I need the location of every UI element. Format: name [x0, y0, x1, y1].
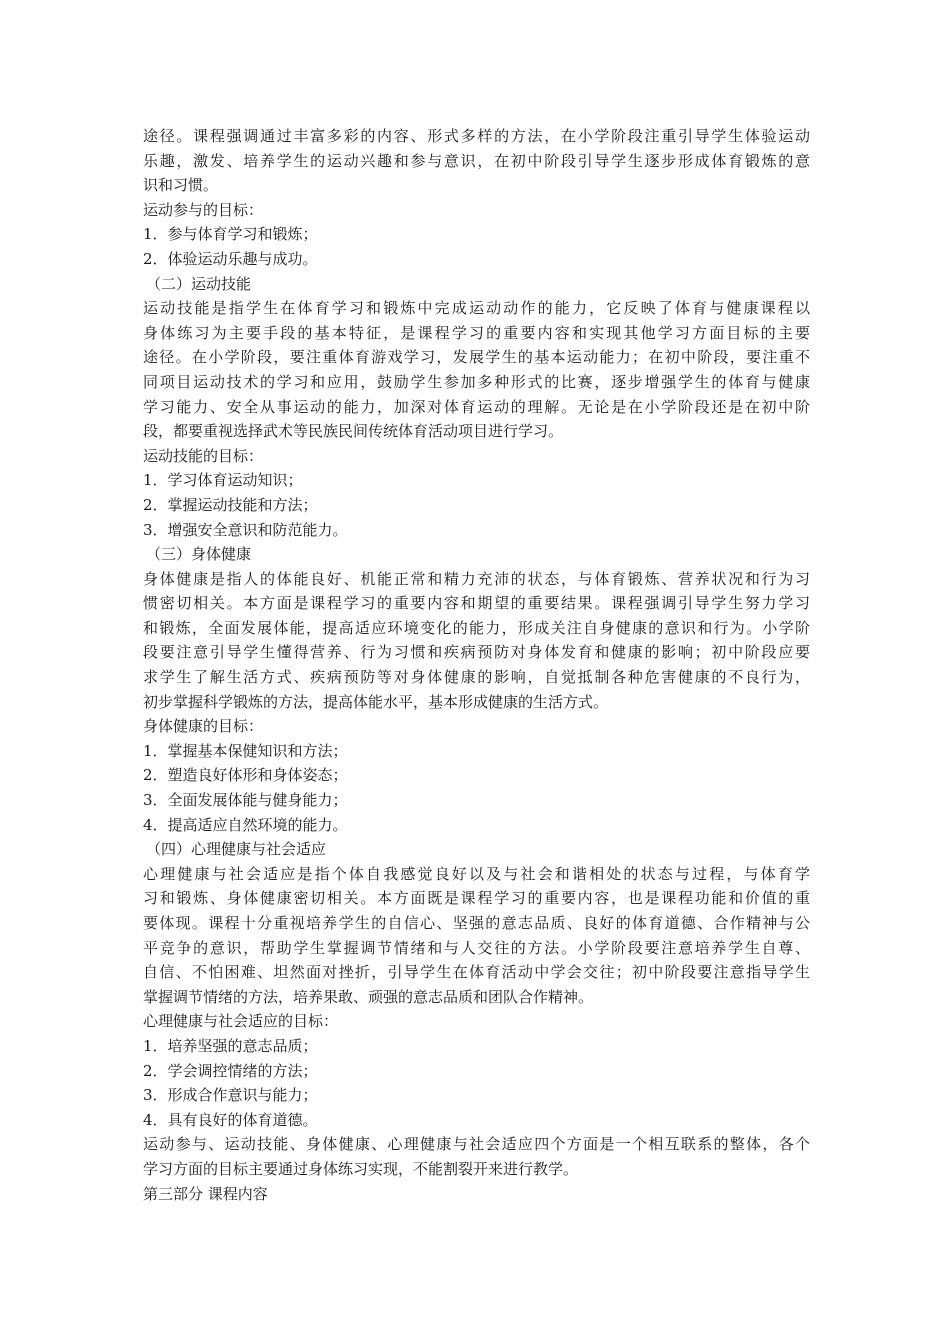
text-line: 初步掌握科学锻炼的方法，提高体能水平，基本形成健康的生活方式。 [143, 692, 609, 711]
text-line: 2．体验运动乐趣与成功。 [143, 249, 318, 268]
text-line: 途径。在小学阶段，要注重体育游戏学习，发展学生的基本运动能力；在初中阶段，要注重不 [143, 348, 810, 367]
paragraph-p25 [143, 1132, 810, 1181]
text-line: 2．掌握运动技能和方法； [143, 495, 318, 514]
paragraph-p23 [143, 1083, 810, 1108]
text-line: 身体练习为主要手段的基本特征，是课程学习的重要内容和实现其他学习方面目标的主要 [143, 323, 810, 342]
paragraph-p2 [143, 198, 810, 223]
text-line: 1．学习体育运动知识； [143, 471, 303, 490]
paragraph-p14 [143, 739, 810, 764]
paragraph-p20 [143, 1009, 810, 1034]
paragraph-p6 [143, 296, 810, 444]
text-line: 3．全面发展体能与健身能力； [143, 791, 348, 810]
text-line: 3．形成合作意识与能力； [143, 1086, 318, 1105]
text-line: 习和锻炼、身体健康密切相关。本方面既是课程学习的重要内容，也是课程功能和价值的重 [143, 889, 810, 908]
paragraph-p3 [143, 222, 810, 247]
text-line: 运动参与的目标： [143, 200, 264, 219]
paragraph-p9 [143, 493, 810, 518]
text-line: （二）运动技能 [146, 274, 252, 293]
text-line: 学习方面的目标主要通过身体练习实现，不能割裂开来进行教学。 [143, 1159, 579, 1178]
text-line: （三）身体健康 [146, 545, 252, 564]
text-line: 学习能力、安全从事运动的能力，加深对体育运动的理解。无论是在小学阶段还是在初中阶 [143, 397, 810, 416]
paragraph-p1 [143, 124, 810, 198]
paragraph-p12 [143, 567, 810, 715]
text-line: 1．培养坚强的意志品质； [143, 1036, 318, 1055]
paragraph-p13 [143, 714, 810, 739]
text-line: 4．提高适应自然环境的能力。 [143, 815, 348, 834]
text-line: 段，都要重视选择武术等民族民间传统体育活动项目进行学习。 [143, 422, 564, 441]
text-line: 2．塑造良好体形和身体姿态； [143, 766, 348, 785]
paragraph-p15 [143, 763, 810, 788]
paragraph-p5 [143, 272, 810, 297]
text-line: 平竞争的意识，帮助学生掌握调节情绪和与人交往的方法。小学阶段要注意培养学生自尊、 [143, 938, 810, 957]
paragraph-p19 [143, 862, 810, 1010]
text-line: 要体现。课程十分重视培养学生的自信心、坚强的意志品质、良好的体育道德、合作精神与公 [143, 914, 810, 932]
text-line: 4．具有良好的体育道德。 [143, 1110, 318, 1129]
text-line: 运动技能是指学生在体育学习和锻炼中完成运动动作的能力，它反映了体育与健康课程以 [143, 299, 810, 318]
text-line: 求学生了解生活方式、疾病预防等对身体健康的影响，自觉抵制各种危害健康的不良行为， [143, 668, 810, 687]
text-line: 同项目运动技术的学习和应用，鼓励学生参加多种形式的比赛，逐步增强学生的体育与健康 [143, 372, 810, 391]
text-line: 2．学会调控情绪的方法； [143, 1061, 318, 1080]
text-line: 3．增强安全意识和防范能力。 [143, 520, 348, 539]
paragraph-p21 [143, 1034, 810, 1059]
paragraph-p8 [143, 468, 810, 493]
text-line: 身体健康的目标： [143, 717, 264, 736]
paragraph-p17 [143, 813, 810, 838]
text-line: 运动参与、运动技能、身体健康、心理健康与社会适应四个方面是一个相互联系的整体，各个 [143, 1135, 810, 1154]
text-line: 途径。课程强调通过丰富多彩的内容、形式多样的方法，在小学阶段注重引导学生体验运动 [143, 127, 810, 145]
text-line: 身体健康是指人的体能良好、机能正常和精力充沛的状态，与体育锻炼、营养状况和行为习 [143, 569, 810, 588]
paragraph-p7 [143, 444, 810, 469]
paragraph-p22 [143, 1059, 810, 1084]
paragraph-p18 [143, 837, 810, 862]
text-line: （四）心理健康与社会适应 [146, 840, 327, 859]
text-line: 1．掌握基本保健知识和方法； [143, 741, 348, 760]
paragraph-p26 [143, 1182, 810, 1207]
text-line: 1．参与体育学习和锻炼； [143, 225, 318, 244]
document-page [143, 124, 810, 1206]
text-line: 惯密切相关。本方面是课程学习的重要内容和期望的重要结果。课程强调引导学生努力学习 [143, 594, 810, 613]
paragraph-p24 [143, 1108, 810, 1133]
text-line: 乐趣，激发、培养学生的运动兴趣和参与意识，在初中阶段引导学生逐步形成体育锻炼的意 [143, 151, 810, 170]
text-line: 自信、不怕困难、坦然面对挫折，引导学生在体育活动中学会交往；初中阶段要注意指导学生 [143, 963, 810, 982]
text-line: 运动技能的目标： [143, 446, 264, 465]
text-line: 心理健康与社会适应是指个体自我感觉良好以及与社会和谐相处的状态与过程，与体育学 [143, 864, 810, 883]
paragraph-p10 [143, 518, 810, 543]
paragraph-p16 [143, 788, 810, 813]
text-line: 第三部分 课程内容 [143, 1184, 268, 1203]
paragraph-p11 [143, 542, 810, 567]
text-line: 掌握调节情绪的方法，培养果敢、顽强的意志品质和团队合作精神。 [143, 987, 594, 1006]
text-line: 心理健康与社会适应的目标： [143, 1012, 339, 1031]
text-line: 和锻炼，全面发展体能，提高适应环境变化的能力，形成关注自身健康的意识和行为。小学阶 [143, 618, 810, 637]
text-line: 识和习惯。 [143, 176, 219, 195]
paragraph-p4 [143, 247, 810, 272]
text-line: 段要注意引导学生懂得营养、行为习惯和疾病预防对身体发育和健康的影响；初中阶段应要 [143, 643, 810, 662]
